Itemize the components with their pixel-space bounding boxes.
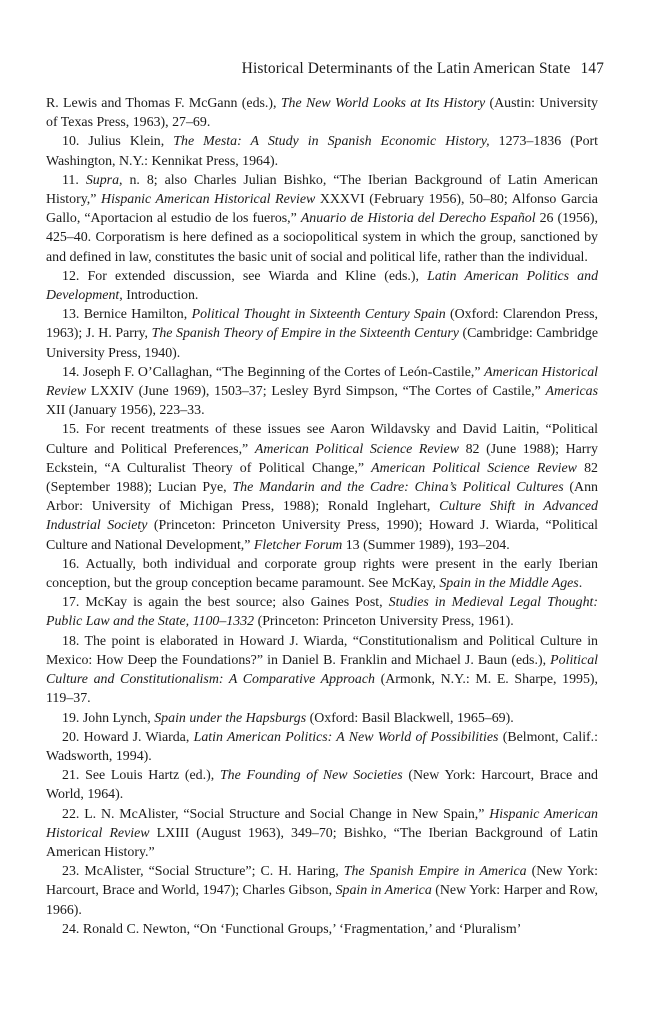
endnote-text: Bernice Hamilton, bbox=[83, 307, 192, 323]
running-head bbox=[242, 60, 604, 78]
endnote-text: (Belmont, Calif.: Wadsworth, 1994). bbox=[46, 729, 599, 764]
endnote bbox=[46, 267, 598, 305]
endnote-title-italic: Hispanic American Historical Review bbox=[46, 806, 598, 841]
endnote-number: 15. bbox=[62, 422, 86, 438]
endnote-title-italic: The Founding of New Societies bbox=[219, 768, 403, 784]
endnote bbox=[46, 363, 598, 421]
endnote-title-italic: Spain in America bbox=[335, 883, 432, 899]
endnote bbox=[46, 805, 598, 863]
endnote-title-italic: Spain in the Middle Ages bbox=[439, 576, 579, 592]
endnote-text: (New York: Harcourt, Brace and World, 1947); Charles Gibson, bbox=[46, 864, 598, 899]
endnote-title-italic: The Spanish Theory of Empire in the Sixteenth Century bbox=[151, 326, 459, 342]
endnote-text: (Ann Arbor: University of Michigan Press, 1988); Ronald Inglehart, bbox=[46, 480, 598, 515]
endnote-text: 13 (Summer 1989), 193–204. bbox=[342, 537, 510, 553]
endnote-text: (Austin: University of Texas Press, 1963), 27–69. bbox=[46, 96, 598, 131]
endnote bbox=[46, 728, 598, 766]
endnote-number: 18. bbox=[62, 633, 85, 649]
endnote-text: John Lynch, bbox=[82, 710, 155, 726]
endnote-text: Julius Klein, bbox=[88, 134, 174, 150]
endnote-text: Joseph F. O’Callaghan, “The Beginning of the Cortes of León-Castile,” bbox=[82, 364, 485, 380]
endnote-title-italic: The Spanish Empire in America bbox=[343, 864, 527, 880]
endnote-number: 17. bbox=[62, 595, 86, 611]
endnote-title-italic: American Historical Review bbox=[46, 364, 599, 400]
endnote-number: 24. bbox=[62, 921, 83, 937]
endnote-number: 11. bbox=[62, 172, 86, 188]
endnote bbox=[46, 555, 598, 593]
endnote-number: 14. bbox=[62, 364, 83, 380]
endnote-number: 22. bbox=[62, 806, 85, 822]
endnote-number: 23. bbox=[62, 864, 85, 880]
endnote bbox=[46, 862, 598, 920]
endnote-text: (Princeton: Princeton University Press, 1990); Howard J. Wiarda, “Political Culture and National Development,” bbox=[46, 518, 599, 553]
endnote-text: 82 (June 1988); Harry Eckstein, “A Culturalist Theory of Political Change,” bbox=[46, 441, 599, 476]
endnote-number: 12. bbox=[62, 268, 88, 284]
endnote bbox=[46, 920, 598, 939]
endnote-text: (New York: Harper and Row, 1966). bbox=[46, 883, 598, 918]
endnote bbox=[46, 171, 598, 267]
endnote-text: Actually, both individual and corporate group rights were present in the early Iberian conception, but the group conception became paramount. See McKay, bbox=[46, 556, 598, 592]
endnote-title-italic: The Mesta: A Study in Spanish Economic History, bbox=[173, 134, 490, 150]
endnote-text: 82 (September 1988); Lucian Pye, bbox=[46, 460, 598, 496]
endnote-text: , Introduction. bbox=[119, 288, 199, 304]
endnote-text: LXIII (August 1963), 349–70; Bishko, “The Iberian Background of Latin American History.” bbox=[46, 825, 598, 860]
endnote-title-italic: Latin American Politics and Development bbox=[46, 268, 599, 304]
endnote-text: XXXVI (February 1956), 50–80; Alfonso Garcia Gallo, “Aportacion al estudio de los fueros,” bbox=[46, 192, 598, 227]
endnote-text: R. Lewis and Thomas F. McGann (eds.), bbox=[46, 96, 281, 111]
endnote-text: (Oxford: Basil Blackwell, 1965–69). bbox=[306, 710, 514, 726]
endnote-text: . bbox=[578, 576, 583, 592]
endnote bbox=[46, 420, 598, 554]
endnote bbox=[46, 94, 598, 132]
endnote-text: LXXIV (June 1969), 1503–37; Lesley Byrd Simpson, “The Cortes of Castile,” bbox=[86, 384, 546, 400]
endnote-text: (Princeton: Princeton University Press, 1961). bbox=[254, 614, 514, 630]
endnote-number: 19. bbox=[62, 710, 83, 726]
endnote bbox=[46, 132, 598, 170]
endnote-title-italic: Political Culture and Constitutionalism: A Comparative Approach bbox=[46, 652, 598, 688]
endnote bbox=[46, 709, 598, 728]
endnote-text: (Armonk, N.Y.: M. E. Sharpe, 1995), 119–37. bbox=[46, 672, 598, 707]
endnote-text: The point is elaborated in Howard J. Wiarda, “Constitutionalism and Political Culture in Mexico: How Deep the Foundations?” in Daniel B. Franklin and Michael J. Baun (eds.), bbox=[46, 633, 599, 668]
endnote-text: XII (January 1956), 223–33. bbox=[46, 403, 205, 419]
endnote-text: 26 (1956), 425–40. Corporatism is here defined as a sociopolitical system in which the group, sanctioned by and defined in law, constitutes the basic unit of social and political life, rather than the individual. bbox=[46, 211, 598, 265]
endnote-text: (Oxford: Clarendon Press, 1963); J. H. Parry, bbox=[46, 307, 598, 342]
endnotes bbox=[46, 94, 598, 939]
endnote-title-italic: Anuario de Historia del Derecho Español bbox=[300, 211, 536, 227]
endnote-title-italic: American Political Science Review bbox=[254, 441, 459, 457]
endnote-text: McKay is again the best source; also Gaines Post, bbox=[85, 595, 389, 611]
endnote-text: 1273–1836 (Port Washington, N.Y.: Kennikat Press, 1964). bbox=[46, 134, 598, 169]
endnote-text: L. N. McAlister, “Social Structure and Social Change in New Spain,” bbox=[84, 806, 490, 822]
endnote bbox=[46, 766, 598, 804]
endnote-text: See Louis Hartz (ed.), bbox=[85, 768, 220, 784]
endnote-title-italic: Latin American Politics: A New World of Possibilities bbox=[193, 729, 499, 745]
endnote-number: 13. bbox=[62, 307, 84, 323]
endnote-title-italic: American Political Science Review bbox=[371, 460, 577, 476]
endnote-title-italic: Fletcher Forum bbox=[253, 537, 343, 553]
endnote-title-italic: Americas bbox=[545, 384, 598, 400]
endnote-text: For extended discussion, see Wiarda and Kline (eds.), bbox=[87, 268, 428, 284]
endnote-title-italic: Supra bbox=[85, 172, 120, 188]
endnote-number: 10. bbox=[62, 134, 89, 150]
endnote-text: (Cambridge: Cambridge University Press, 1940). bbox=[46, 326, 599, 361]
endnote-text: (New York: Harcourt, Brace and World, 1964). bbox=[46, 768, 598, 803]
endnote-title-italic: Spain under the Hapsburgs bbox=[154, 710, 307, 726]
endnote bbox=[46, 593, 598, 631]
endnote bbox=[46, 305, 598, 363]
endnote-number: 16. bbox=[62, 556, 86, 572]
endnote-title-italic: The Mandarin and the Cadre: China’s Political Cultures bbox=[232, 480, 564, 496]
endnote-text: For recent treatments of these issues see Aaron Wildavsky and David Laitin, “Political Culture and Political Preferences,” bbox=[46, 422, 598, 457]
endnote-text: Ronald C. Newton, “On ‘Functional Groups,’ ‘Fragmentation,’ and ‘Pluralism’ bbox=[82, 921, 522, 937]
endnote-title-italic: Culture Shift in Advanced Industrial Society bbox=[46, 499, 598, 534]
endnote-text: , n. 8; also Charles Julian Bishko, “The Iberian Background of Latin American History,” bbox=[46, 172, 599, 208]
endnote-title-italic: Studies in Medieval Legal Thought: Public Law and the State, 1100–1332 bbox=[46, 595, 599, 630]
endnote bbox=[46, 632, 598, 709]
endnote-number: 20. bbox=[62, 729, 84, 745]
page-number: 147 bbox=[580, 60, 604, 77]
endnote-title-italic: Hispanic American Historical Review bbox=[101, 192, 316, 208]
endnote-text: Howard J. Wiarda, bbox=[83, 729, 194, 745]
running-head-title: Historical Determinants of the Latin American State bbox=[241, 60, 571, 77]
endnote-title-italic: Political Thought in Sixteenth Century Spain bbox=[191, 307, 446, 323]
endnote-text: McAlister, “Social Structure”; C. H. Haring, bbox=[84, 864, 344, 880]
endnote-title-italic: The New World Looks at Its History bbox=[280, 96, 486, 111]
endnote-number: 21. bbox=[62, 768, 86, 784]
